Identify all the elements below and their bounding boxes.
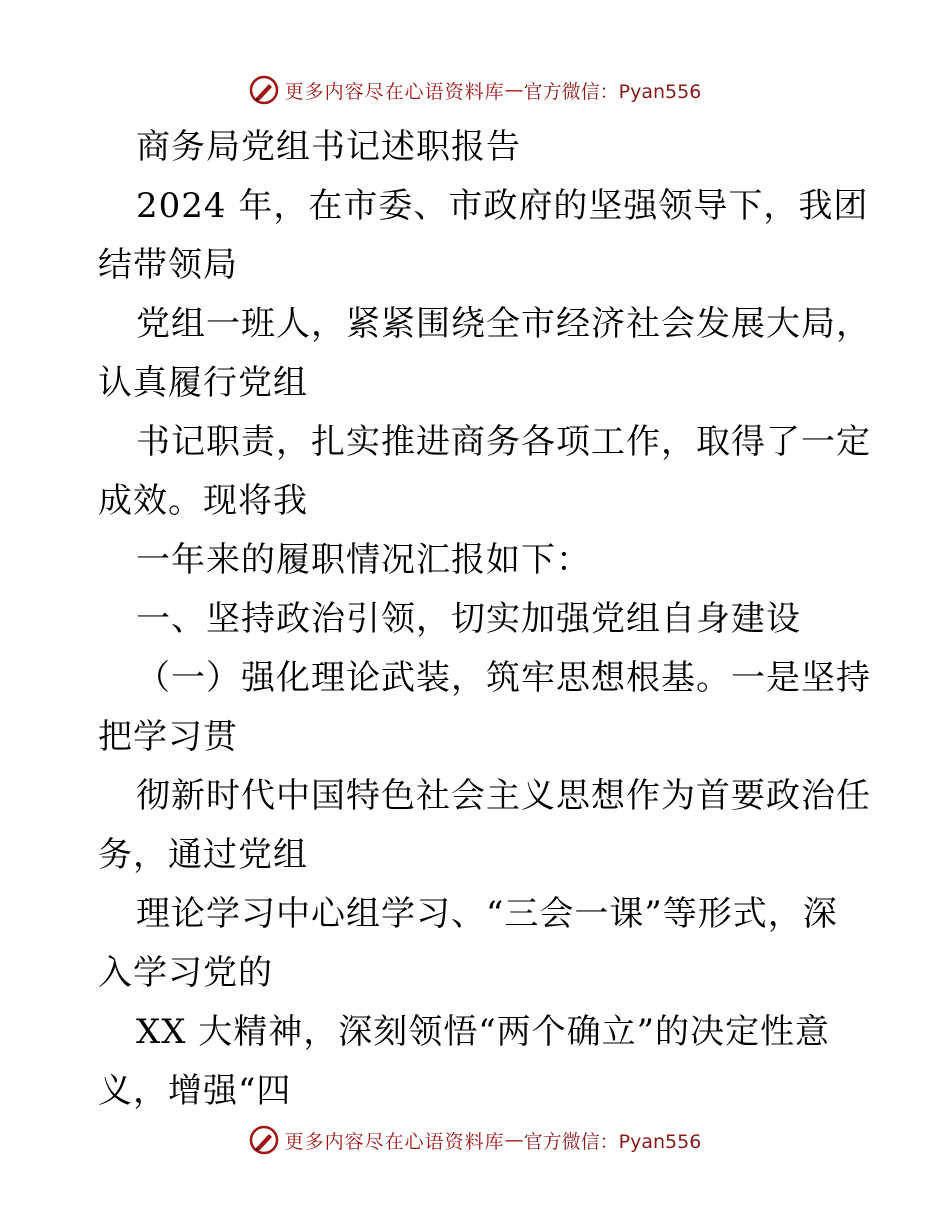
document-body [98, 118, 871, 1121]
pen-logo-icon [249, 75, 279, 105]
watermark-banner-top [0, 70, 950, 110]
watermark-text: 更多内容尽在心语资料库 [284, 80, 505, 103]
document-line: 义，增强“四 [98, 1071, 292, 1111]
watermark-banner-bottom [0, 1120, 950, 1160]
document-line: 彻新时代中国特色社会主义思想作为首要政治任 [136, 776, 871, 816]
document-line: 认真履行党组 [98, 363, 308, 403]
pen-logo-icon [249, 1125, 279, 1155]
watermark-wechat: 官方微信：Pyan556 [523, 1130, 702, 1153]
document-line: 商务局党组书记述职报告 [136, 127, 521, 167]
document-line: 把学习贯 [98, 717, 238, 757]
watermark-text: 更多内容尽在心语资料库 [284, 1130, 505, 1153]
document-line: XX 大精神，深刻领悟“两个确立”的决定性意 [136, 1012, 830, 1052]
document-line: 一、坚持政治引领，切实加强党组自身建设 [136, 599, 801, 639]
document-line: 2024 年，在市委、市政府的坚强领导下，我团 [136, 186, 869, 226]
document-line: 入学习党的 [98, 953, 273, 993]
document-line: 一年来的履职情况汇报如下： [136, 540, 591, 580]
document-line: 书记职责，扎实推进商务各项工作，取得了一定 [136, 422, 871, 462]
document-line: 务，通过党组 [98, 835, 308, 875]
watermark-separator: — [504, 79, 524, 101]
document-line: 理论学习中心组学习、“三会一课”等形式，深 [136, 894, 838, 934]
document-line: 党组一班人，紧紧围绕全市经济社会发展大局， [136, 304, 871, 344]
document-line: 结带领局 [98, 245, 238, 285]
document-line: （一）强化理论武装，筑牢思想根基。一是坚持 [136, 658, 871, 698]
document-line: 成效。现将我 [98, 481, 308, 521]
watermark-wechat: 官方微信：Pyan556 [523, 80, 702, 103]
watermark-separator: — [504, 1129, 524, 1151]
